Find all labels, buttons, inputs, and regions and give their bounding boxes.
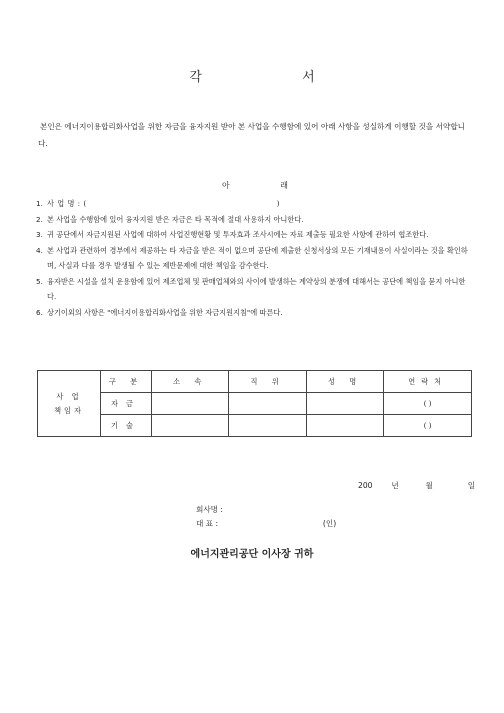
header-category: 구 분: [101, 371, 152, 393]
intro-paragraph: 본인은 에너지이용합리화사업을 위한 자금을 융자지원 받아 본 사업을 수행함에 있어 아래 사항을 성실하게 이행할 것을 서약합니다.: [38, 122, 465, 148]
pledge-item-1: 1. 사 업 명 : ( ): [36, 199, 281, 208]
representative-line: [196, 518, 336, 529]
pledge-item-6: 6. 상기이외의 사항은 "에너지이용합리화사업을 위한 자금지원지침"에 따른다.: [36, 307, 283, 317]
document-title: 각 서: [189, 70, 363, 85]
header-department: 소 속: [152, 371, 229, 393]
finance-contact-cell[interactable]: ( ): [384, 393, 472, 415]
pledge-item-3: 3. 귀 공단에서 자금지원된 사업에 대하여 사업진행현황 및 투자효과 조사시에는 자료 제출등 필요한 사항에 관하여 협조한다.: [36, 230, 429, 239]
date-year-unit: 년: [391, 481, 399, 490]
pledge-item-5: 5. 융자받은 시설을 설치 운용함에 있어 제조업체 및 판매업체와의 사이에 발생하는 계약상의 분쟁에 대해서는 공단에 책임을 묻지 아니한다.: [36, 276, 466, 301]
header-contact: 연락처: [384, 371, 472, 393]
header-name: 성 명: [306, 371, 383, 393]
row-label-technical: 기술: [101, 415, 152, 437]
header-position: 직 위: [229, 371, 306, 393]
recipient-line: 에너지관리공단 이사장 귀하: [190, 549, 314, 560]
seal-mark: (인): [322, 519, 337, 528]
table-row: [38, 415, 472, 437]
finance-department-cell[interactable]: [152, 393, 229, 415]
technical-name-cell[interactable]: [306, 415, 383, 437]
company-line: [196, 504, 223, 515]
responsible-person-table: [37, 370, 472, 437]
date-year: 200: [358, 481, 373, 490]
technical-contact-cell[interactable]: ( ): [384, 415, 472, 437]
project-name-label: 사 업 명 : (: [47, 199, 87, 208]
pledge-items: [36, 196, 472, 320]
table-row: [38, 393, 472, 415]
date-month-unit: 월: [425, 481, 433, 490]
note-heading: 아 래: [222, 181, 312, 190]
technical-position-cell[interactable]: [229, 415, 306, 437]
finance-name-cell[interactable]: [306, 393, 383, 415]
date-day-unit: 일: [467, 481, 476, 490]
row-group-header: 사 업 책임자: [38, 371, 101, 437]
representative-label: 대 표 :: [196, 519, 219, 528]
company-label: 회사명 :: [196, 505, 223, 514]
row-label-finance: 자금: [101, 393, 152, 415]
pledge-item-2: 2. 본 사업을 수행함에 있어 융자지원 받은 자금은 타 목적에 절대 사용하지 아니한다.: [36, 214, 304, 224]
date-line: [358, 480, 475, 491]
pledge-item-4: 4. 본 사업과 관련하여 경부에서 제공하는 타 자금을 받은 적이 없으며 공단에 제출한 신청서상의 모든 기재내용이 사실이라는 것을 확인하며, 사실과 다를 경우 발생될 수 있는 제반문제에 대한 책임을 감수한다.: [36, 245, 468, 270]
table-header-row: [38, 371, 472, 393]
finance-position-cell[interactable]: [229, 393, 306, 415]
technical-department-cell[interactable]: [152, 415, 229, 437]
